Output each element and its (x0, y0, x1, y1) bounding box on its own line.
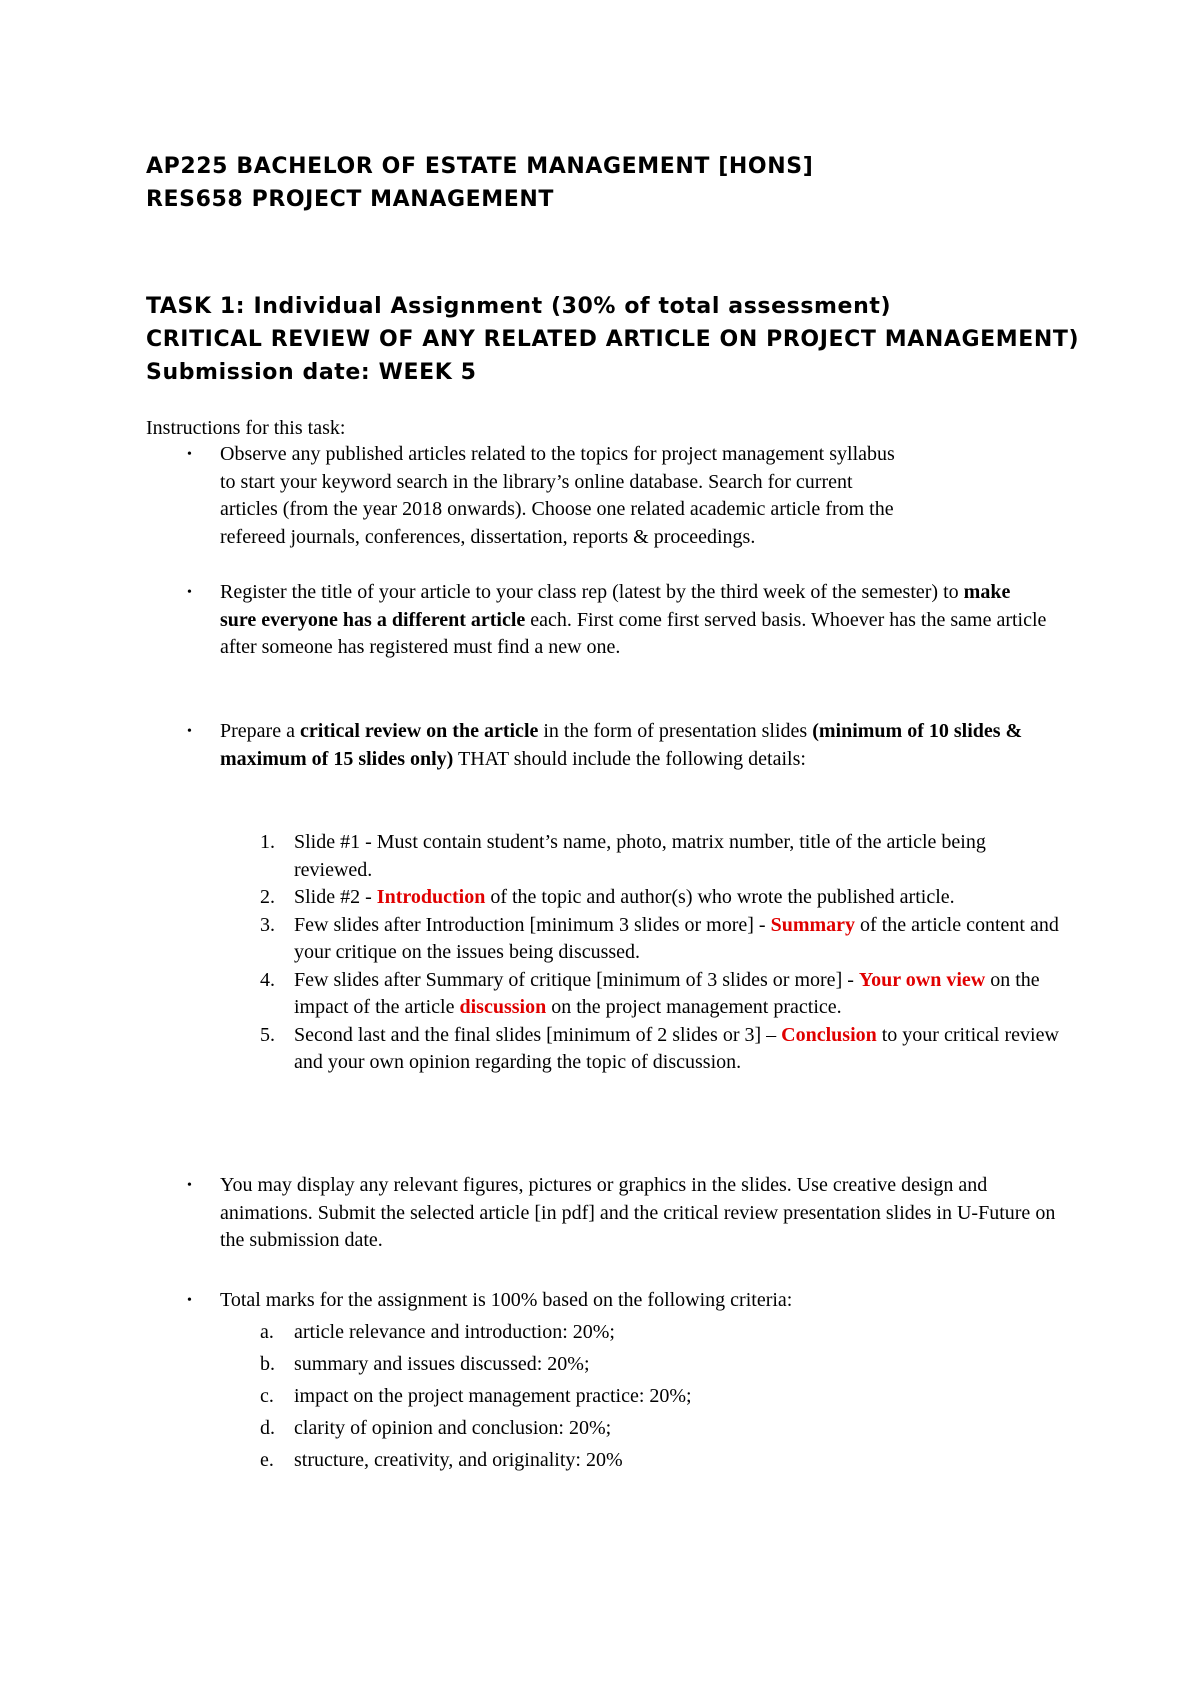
slide-step-2: 2. Slide #2 - Introduction of the topic and author(s) who wrote the published article. (260, 886, 955, 908)
criteria-item: a. article relevance and introduction: 20%; (260, 1321, 615, 1343)
bullet-marker: • (187, 724, 192, 739)
bullet-5-text: Total marks for the assignment is 100% based on the following criteria: (220, 1289, 793, 1311)
bullet-3-emphasis: critical review on the article (299, 720, 539, 742)
criteria-item: e. structure, creativity, and originality: 20% (260, 1449, 623, 1471)
bullet-3-slide-limit: (minimum of 10 slides & maximum of 15 slides only) (220, 720, 1023, 770)
slide-step-4: 4. Few slides after Summary of critique [minimum of 3 slides or more] - Your own view on the impact of the article discussion on the project management practice. (260, 968, 1040, 1018)
bullet-marker: • (187, 585, 192, 600)
highlight-summary: Summary (770, 913, 856, 936)
bullet-marker: • (187, 1178, 192, 1193)
highlight-discussion: discussion (459, 996, 547, 1018)
bullet-1-text (220, 441, 1080, 551)
slide-step-1: 1. Slide #1 - Must contain student’s name, photo, matrix number, title of the article being reviewed. (260, 831, 986, 881)
programme-title: AP225 BACHELOR OF ESTATE MANAGEMENT [HONS] (146, 154, 814, 179)
course-title: RES658 PROJECT MANAGEMENT (146, 187, 554, 212)
bullet-1-line: to start your keyword search in the library’s online database. Search for current (220, 470, 853, 493)
bullet-1-line: refereed journals, conferences, dissertation, reports & proceedings. (220, 525, 756, 548)
task-title: TASK 1: Individual Assignment (30% of total assessment) (146, 294, 892, 319)
slide-steps-list (260, 829, 1060, 1077)
bullet-marker: • (187, 1293, 192, 1308)
highlight-introduction: Introduction (376, 886, 486, 908)
bullet-1-line: Observe any published articles related to the topics for project management syllabus (220, 443, 895, 465)
submission-date: Submission date: WEEK 5 (146, 360, 477, 385)
criteria-item: c. impact on the project management practice: 20%; (260, 1385, 692, 1407)
task-heading (146, 290, 1106, 389)
bullet-2-emphasis: make sure everyone has a different article (220, 581, 1011, 631)
bullet-4-text: You may display any relevant figures, pictures or graphics in the slides. Use creative design and animations. Submit the selected article [in pdf] and the critical review presentation slides in U-Future on the submission date. (220, 1174, 1056, 1251)
highlight-conclusion: Conclusion (781, 1023, 877, 1046)
bullet-2-text: Register the title of your article to your class rep (latest by the third week of the semester) to make sure everyone has a different article each. First come first served basis. Whoever has the same article after someone has registered must find a new one. (220, 581, 1047, 658)
marking-criteria-list (260, 1316, 1060, 1476)
bullet-marker: • (187, 447, 192, 462)
slide-step-3: 3. Few slides after Introduction [minimum 3 slides or more] - Summary of the article content and your critique on the issues being discussed. (260, 913, 1059, 963)
bullet-1-line: articles (from the year 2018 onwards). Choose one related academic article from the (220, 498, 894, 520)
criteria-item: d. clarity of opinion and conclusion: 20%; (260, 1417, 612, 1439)
criteria-item: b. summary and issues discussed: 20%; (260, 1353, 590, 1375)
slide-step-5: 5. Second last and the final slides [minimum of 2 slides or 3] – Conclusion to your critical review and your own opinion regarding the topic of discussion. (260, 1023, 1059, 1073)
highlight-own-view: Your own view (858, 968, 986, 991)
bullet-3-text: Prepare a critical review on the article in the form of presentation slides (minimum of 10 slides & maximum of 15 slides only) THAT should include the following details: (220, 720, 1023, 770)
task-subject: CRITICAL REVIEW OF ANY RELATED ARTICLE ON PROJECT MANAGEMENT) (146, 327, 1080, 352)
instructions-label: Instructions for this task: (146, 417, 346, 439)
